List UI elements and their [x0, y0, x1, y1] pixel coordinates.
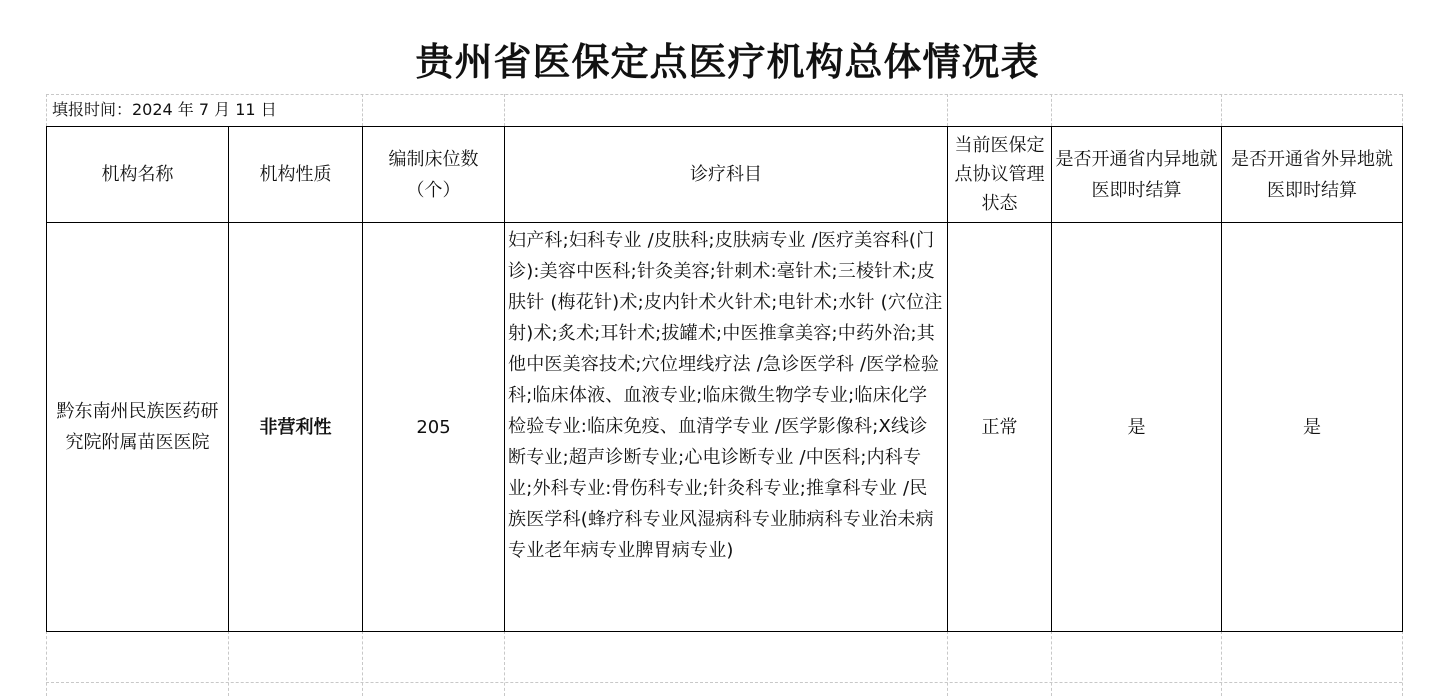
gridline: [947, 94, 948, 126]
gridline: [504, 94, 505, 126]
gridline: [504, 631, 505, 696]
header-subjects: 诊疗科目: [505, 127, 948, 223]
gridline: [1221, 631, 1222, 696]
gridline: [1051, 631, 1052, 696]
gridline: [46, 94, 47, 126]
cell-in-province-settlement: 是: [1052, 223, 1222, 632]
gridline: [1051, 94, 1052, 126]
gridline: [362, 631, 363, 696]
header-agreement-status: 当前医保定点协议管理状态: [948, 127, 1052, 223]
header-institution-name: 机构名称: [47, 127, 229, 223]
gridline: [1402, 631, 1403, 696]
page-title: 贵州省医保定点医疗机构总体情况表: [415, 39, 1040, 84]
gridline: [228, 631, 229, 696]
table-row: [47, 223, 1403, 632]
cell-institution-name: 黔东南州民族医药研究院附属苗医医院: [47, 223, 229, 632]
gridline: [1221, 94, 1222, 126]
gridline: [46, 631, 47, 696]
gridline: [46, 682, 1402, 683]
fill-date: 填报时间：2024 年 7 月 11 日: [52, 100, 277, 119]
header-bed-count: 编制床位数（个）: [363, 127, 505, 223]
cell-out-province-settlement: 是: [1222, 223, 1403, 632]
cell-agreement-status: 正常: [948, 223, 1052, 632]
institution-table: [46, 126, 1403, 632]
header-institution-nature: 机构性质: [229, 127, 363, 223]
cell-institution-nature: 非营利性: [229, 223, 363, 632]
gridline: [46, 94, 1402, 95]
header-out-province-settlement: 是否开通省外异地就医即时结算: [1222, 127, 1403, 223]
table-header-row: [47, 127, 1403, 223]
header-in-province-settlement: 是否开通省内异地就医即时结算: [1052, 127, 1222, 223]
gridline: [362, 94, 363, 126]
gridline: [1402, 94, 1403, 126]
cell-subjects: 妇产科;妇科专业 /皮肤科;皮肤病专业 /医疗美容科(门诊):美容中医科;针灸美容;针刺术:毫针术;三棱针术;皮肤针 (梅花针)术;皮内针术火针术;电针术;水针 (穴位注射)术;炙术;耳针术;拔罐术;中医推拿美容;中药外治;其他中医美容技术;穴位埋线疗法 /急诊医学科 /医学检验科;临床体液、血液专业;临床微生物学专业;临床化学检验专业:临床免疫、血清学专业 /医学影像科;X线诊断专业;超声诊断专业;心电诊断专业 /中医科;内科专业;外科专业:骨伤科专业;针灸科专业;推拿科专业 /民族医学科(蜂疗科专业风湿病科专业肺病科专业治未病专业老年病专业脾胃病专业): [505, 223, 948, 632]
cell-bed-count: 205: [363, 223, 505, 632]
gridline: [947, 631, 948, 696]
